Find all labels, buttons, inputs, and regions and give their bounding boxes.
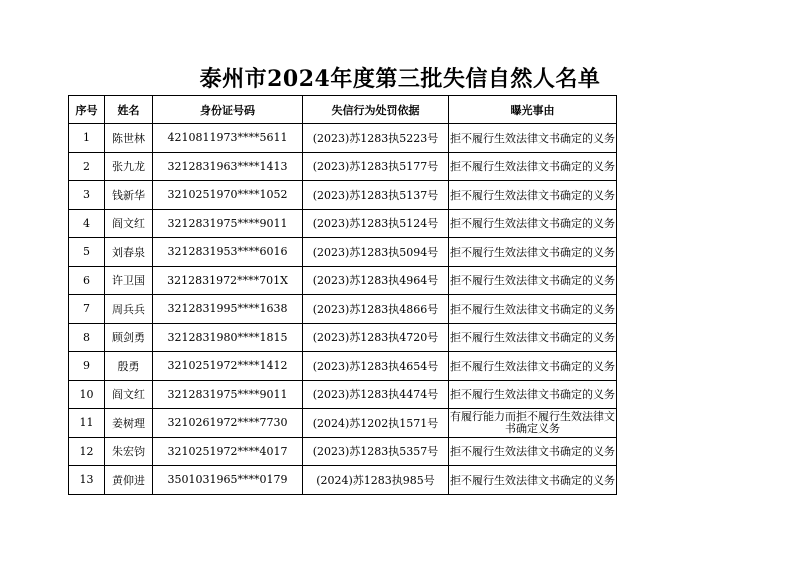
table-row (69, 266, 617, 295)
cell-serial: 1 (69, 124, 105, 153)
header-exposure-reason: 曝光事由 (449, 96, 617, 124)
cell-serial: 13 (69, 466, 105, 495)
cell-id-number: 3212831995****1638 (153, 295, 303, 324)
table-row (69, 380, 617, 409)
table-row (69, 209, 617, 238)
cell-exposure-reason: 拒不履行生效法律文书确定的义务 (449, 437, 617, 466)
cell-name: 许卫国 (105, 266, 153, 295)
cell-penalty-basis: (2023)苏1283执5124号 (303, 209, 449, 238)
cell-serial: 8 (69, 323, 105, 352)
table-row (69, 323, 617, 352)
cell-penalty-basis: (2023)苏1283执5223号 (303, 124, 449, 153)
cell-exposure-reason: 拒不履行生效法律文书确定的义务 (449, 352, 617, 381)
table-row (69, 181, 617, 210)
table-row (69, 295, 617, 324)
cell-penalty-basis: (2023)苏1283执5177号 (303, 152, 449, 181)
header-id-number: 身份证号码 (153, 96, 303, 124)
cell-id-number: 3212831975****9011 (153, 209, 303, 238)
cell-name: 周兵兵 (105, 295, 153, 324)
cell-id-number: 3212831980****1815 (153, 323, 303, 352)
cell-name: 阎文红 (105, 380, 153, 409)
cell-name: 钱新华 (105, 181, 153, 210)
cell-exposure-reason: 拒不履行生效法律文书确定的义务 (449, 209, 617, 238)
cell-exposure-reason: 拒不履行生效法律文书确定的义务 (449, 238, 617, 267)
cell-penalty-basis: (2024)苏1202执1571号 (303, 409, 449, 438)
page-title: 泰州市2024年度第三批失信自然人名单 (199, 66, 601, 92)
cell-penalty-basis: (2023)苏1283执4654号 (303, 352, 449, 381)
cell-serial: 9 (69, 352, 105, 381)
table-row (69, 124, 617, 153)
table-row (69, 238, 617, 267)
cell-serial: 6 (69, 266, 105, 295)
cell-penalty-basis: (2023)苏1283执4720号 (303, 323, 449, 352)
cell-name: 张九龙 (105, 152, 153, 181)
cell-name: 殷勇 (105, 352, 153, 381)
cell-serial: 11 (69, 409, 105, 438)
cell-id-number: 3210261972****7730 (153, 409, 303, 438)
cell-name: 朱宏钧 (105, 437, 153, 466)
cell-name: 顾剑勇 (105, 323, 153, 352)
table-header-row (69, 96, 617, 124)
cell-exposure-reason: 拒不履行生效法律文书确定的义务 (449, 266, 617, 295)
table-row (69, 466, 617, 495)
cell-penalty-basis: (2023)苏1283执4866号 (303, 295, 449, 324)
cell-penalty-basis: (2023)苏1283执5357号 (303, 437, 449, 466)
header-penalty-basis: 失信行为处罚依据 (303, 96, 449, 124)
cell-id-number: 3210251972****1412 (153, 352, 303, 381)
cell-serial: 10 (69, 380, 105, 409)
cell-id-number: 3212831963****1413 (153, 152, 303, 181)
cell-id-number: 3501031965****0179 (153, 466, 303, 495)
cell-exposure-reason: 拒不履行生效法律文书确定的义务 (449, 323, 617, 352)
cell-serial: 7 (69, 295, 105, 324)
cell-name: 刘春泉 (105, 238, 153, 267)
cell-serial: 4 (69, 209, 105, 238)
blacklist-table (68, 95, 617, 495)
cell-id-number: 3212831953****6016 (153, 238, 303, 267)
cell-exposure-reason: 拒不履行生效法律文书确定的义务 (449, 380, 617, 409)
cell-exposure-reason: 拒不履行生效法律文书确定的义务 (449, 466, 617, 495)
cell-serial: 12 (69, 437, 105, 466)
cell-exposure-reason: 拒不履行生效法律文书确定的义务 (449, 181, 617, 210)
cell-penalty-basis: (2024)苏1283执985号 (303, 466, 449, 495)
table-row (69, 409, 617, 438)
table-row (69, 152, 617, 181)
cell-serial: 3 (69, 181, 105, 210)
cell-id-number: 3210251970****1052 (153, 181, 303, 210)
header-serial: 序号 (69, 96, 105, 124)
cell-exposure-reason: 有履行能力而拒不履行生效法律文书确定义务 (449, 409, 617, 438)
cell-id-number: 3212831972****701X (153, 266, 303, 295)
header-name: 姓名 (105, 96, 153, 124)
cell-serial: 5 (69, 238, 105, 267)
cell-exposure-reason: 拒不履行生效法律文书确定的义务 (449, 124, 617, 153)
cell-exposure-reason: 拒不履行生效法律文书确定的义务 (449, 152, 617, 181)
cell-name: 阎文红 (105, 209, 153, 238)
cell-penalty-basis: (2023)苏1283执5137号 (303, 181, 449, 210)
cell-penalty-basis: (2023)苏1283执4474号 (303, 380, 449, 409)
cell-name: 黄仰进 (105, 466, 153, 495)
cell-exposure-reason: 拒不履行生效法律文书确定的义务 (449, 295, 617, 324)
cell-serial: 2 (69, 152, 105, 181)
cell-id-number: 3212831975****9011 (153, 380, 303, 409)
cell-penalty-basis: (2023)苏1283执4964号 (303, 266, 449, 295)
cell-name: 姜树理 (105, 409, 153, 438)
cell-id-number: 4210811973****5611 (153, 124, 303, 153)
cell-penalty-basis: (2023)苏1283执5094号 (303, 238, 449, 267)
cell-name: 陈世林 (105, 124, 153, 153)
cell-id-number: 3210251972****4017 (153, 437, 303, 466)
table-row (69, 352, 617, 381)
table-row (69, 437, 617, 466)
